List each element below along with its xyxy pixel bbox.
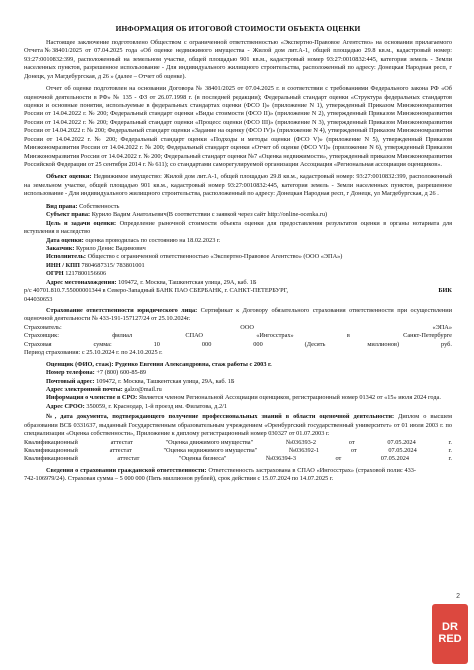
bank-account: [24, 287, 288, 295]
bank-rs-label: р/с: [24, 287, 32, 295]
insured-value-1: ООО: [240, 323, 254, 331]
q3-date: 07.05.2024: [380, 455, 410, 463]
object-text: Недвижимое имущество: Жилой дом лит.А-1, общей площадью 29.8 кв.м., кадастровый номер: 93:27:0010832:399, расположенный на земельном участке, общей площадью 901 кв.м., кадастровый номер 93:27:0010832:445, категория земель - Земли населенных пунктов, разрешенное использование - Для индивидуального жилищного строительства, расположенный по адресу: Донецкая Народная респ, г Донецк, ул Магдебургская, д 26 .: [24, 173, 452, 198]
insurer-word-5: Санкт-Петербурге: [403, 332, 452, 340]
insurer-word-3: «Ингосстрах»: [256, 332, 294, 340]
insurer-word-4: в: [346, 332, 350, 340]
q3-label: Квалификационный: [24, 455, 78, 463]
customer-line: [24, 245, 452, 253]
intro-paragraph: Настоящее заключение подготовлено Обществом с ограниченной ответственностью «Экспертно-Правовое Агентство» на основании прилагаемого Отчета№38401/2025 от 07.04.2025 года «Об оценке недвижимого имущества - Жилой дом лит.А-1, общей площадью 29.8 кв.м., кадастровый номер: 93:27:0010832:399, расположенный на земельном участке, общей площадью 901 кв.м., кадастровый номер 93:27:0010832:445, категория земель - Земли населенных пунктов, разрешенное использование - Для индивидуального жилищного строительства, расположенный по адресу: Донецкая Народная респ, г Донецк, ул Магдебургская, д 26 » (далее – Отчет об оценке).: [24, 38, 452, 80]
appraiser-line: [24, 361, 452, 369]
insurance-legal-paragraph: [24, 307, 452, 324]
ogrn-line: [24, 270, 452, 278]
right-label: Вид права:: [46, 202, 78, 210]
customer-value: Курило Денис Вадимович: [76, 244, 146, 252]
purpose-line: [24, 220, 452, 237]
q1-date: 07.05.2024: [387, 438, 416, 446]
page-number: 2: [456, 593, 460, 600]
qualification-2: [24, 447, 452, 455]
q1-from: от: [348, 438, 355, 446]
phone-label: Номер телефона:: [46, 369, 95, 377]
watermark-line-2: RED: [438, 633, 462, 645]
q2-mid: аттестат: [109, 447, 132, 455]
sum-word-6: (Десять: [304, 340, 326, 348]
address-label: Адрес местонахождения:: [46, 278, 117, 286]
q2-label: Квалификационный: [24, 447, 78, 455]
purpose-label: Цель и задачи оценки:: [46, 219, 117, 227]
q1-num: №036393-2: [285, 438, 317, 446]
q2-name: "Оценка недвижимого имущества": [163, 447, 258, 455]
q3-from: от: [335, 455, 342, 463]
insurance-period: Период страхования: с 25.10.2024 г. по 24.10.2025 г.: [24, 349, 163, 357]
email-line: [24, 386, 452, 394]
ogrn-label: ОГРН: [46, 270, 64, 278]
post-value: 109472, г. Москва, Ташкентская улица, 29А, каб. 1Б: [96, 377, 235, 385]
sro-addr-label: Адрес СРОО:: [46, 402, 85, 410]
executor-line: [24, 253, 452, 261]
appraiser-value: Руденко Евгения Александровна, стаж работы с 2003 г.: [115, 360, 272, 368]
inn-value: 7804687315/ 783801001: [81, 261, 145, 269]
insured-label: Страхователь:: [24, 323, 62, 331]
sum-word-5: 000: [253, 340, 263, 348]
standards-paragraph: Отчет об оценке подготовлен на основании Договора № 38401/2025 от 07.04.2025 г. в соответствии с требованиями Федерального закона РФ «Об оценочной деятельности в РФ» № 135 - ФЗ от 26.07.1998 г. (в последней редакции); Федеральный стандарт оценки «Структура федеральных стандартов оценки и основные понятия, используемые в федеральных стандартах оценки (ФСО I)» (приложение N 1), утвержденный Приказом Минэкономразвития России от 14.04.2022 г. № 200; Федеральный стандарт оценки «Виды стоимости (ФСО II)» (приложение N 2), утвержденный Приказом Минэкономразвития России от 14.04.2022 г. № 200; Федеральный стандарт оценки «Процесс оценки (ФСО III)» (приложение N 3), утвержденный Приказом Минэкономразвития России от 14.04.2022 г. № 200; Федеральный стандарт оценки «Задание на оценку (ФСО IV)» (приложение N 4), утвержденный Приказом Минэкономразвития России от 14.04.2022 г. № 200; Федеральный стандарт оценки «Подходы и методы оценки (ФСО V)» (приложение N 5), утвержденный Приказом Минэкономразвития России от 14.04.2022 г. № 200; Федеральный стандарт оценки «Отчет об оценке (ФСО VI)» (приложение N 6), утвержденный Приказом Минэкономразвития России от 14.04.2022 г. № 200; Федеральный стандарт оценки №7 «Оценка недвижимости», утвержденный приказом Минэкономразвития Российской Федерации от 25 сентября 2014 г. № 611); со стандартами саморегулируемой организации Ассоциация «Региональная ассоциация оценщиков».: [24, 85, 452, 169]
watermark-line-1: DR: [442, 621, 458, 634]
bank-bik: [438, 287, 452, 295]
q1-name: "Оценка движимого имущества": [165, 438, 254, 446]
right-value: Собственность: [79, 202, 120, 210]
inn-label: ИНН / КПП: [46, 261, 80, 269]
bank-rs-value: 40701.810.7.55000001344 в Северо-Западный БАНК ПАО СБЕРБАНК, г. САНКТ-ПЕТЕРБУРГ,: [33, 287, 289, 295]
q2-from: от: [350, 447, 357, 455]
insurance-civil-text: Ответственность застрахована в СПАО «Ингосстрах» (страховой полис 433-742-106979/24). Страховая сумма – 5 000 000 (Пять миллионов рублей), срок действия с 15.07.2024 по 14.07.2025 г.: [24, 466, 416, 483]
watermark-logo: [432, 604, 468, 664]
qualification-3: [24, 455, 452, 463]
bank-bik-label: БИК: [438, 287, 452, 295]
insurer-word-2: СПАО: [185, 332, 203, 340]
education-paragraph: [24, 413, 452, 438]
q3-num: №036394-3: [265, 455, 297, 463]
bank-line: [24, 287, 452, 295]
q1-mid: аттестат: [110, 438, 133, 446]
subject-label: Субъект права:: [46, 211, 91, 219]
insurance-legal-label: Страхование ответственности юридического лица:: [46, 307, 198, 315]
object-paragraph: [24, 173, 452, 198]
sum-word-4: 000: [201, 340, 212, 348]
email-value: galzo@mail.ru: [124, 385, 162, 393]
subject-value: Курило Вадим Анатольевич(В соответствии с заявкой через сайт http://online-ocenka.ru): [91, 211, 328, 219]
ogrn-value: 1217800156606: [65, 270, 107, 278]
right-line: [24, 203, 452, 211]
education-label: №, дата документа, подтверждающего получение профессиональных знаний в области оценочной деятельности:: [46, 413, 395, 421]
sum-word-8: руб.: [441, 340, 452, 348]
sum-word-2: сумма:: [93, 340, 112, 348]
sum-line: [24, 341, 452, 349]
phone-value: +7 (800) 600-85-89: [96, 369, 147, 377]
q3-y: г.: [448, 455, 452, 463]
date-label: Дата оценки:: [46, 236, 84, 244]
inn-line: [24, 262, 452, 270]
sum-word-7: миллионов): [367, 340, 400, 348]
post-label: Почтовый адрес:: [46, 377, 95, 385]
insurance-civil-label: Сведения о страховании гражданской ответственности:: [46, 466, 207, 474]
executor-label: Исполнитель:: [46, 253, 87, 261]
sum-word-1: Страховая: [24, 340, 52, 348]
insurance-legal-text: Сертификат к Договору обязательного страхования ответственности при осуществлении оценочной деятельности № 433-191-157127/24 от 25.10.2024г.: [24, 307, 452, 323]
subject-line: [24, 211, 452, 219]
sro-addr-value: 350059, г. Краснодар, 1-й проезд им. Филатова, д.2/1: [86, 402, 227, 410]
q3-mid: аттестат: [117, 455, 140, 463]
address-line: [24, 279, 452, 287]
post-line: [24, 378, 452, 386]
purpose-value: Определение рыночной стоимости объекта оценки для предоставления результатов оценки в органы нотариата для вступления в наследство: [24, 219, 452, 236]
q1-label: Квалификационный: [24, 438, 78, 446]
address-value: 109472, г. Москва, Ташкентская улица, 29А, каб. 1Б: [118, 278, 257, 286]
bank-bik-value: 044030653: [24, 295, 53, 303]
object-label: Объект оценки:: [46, 173, 92, 181]
email-label: Адрес электронной почты:: [46, 385, 123, 393]
customer-label: Заказчик:: [46, 244, 75, 252]
insurer-word-1: филиал: [112, 332, 133, 340]
sro-info-line: [24, 394, 452, 402]
phone-line: [24, 369, 452, 377]
q1-y: г.: [448, 438, 452, 446]
date-value: оценка проводилась по состоянию на 18.02.2023 г.: [85, 236, 221, 244]
q2-date: 07.05.2024: [388, 447, 417, 455]
qualification-1: [24, 439, 452, 447]
sum-word-3: 10: [153, 340, 160, 348]
document-title: ИНФОРМАЦИЯ ОБ ИТОГОВОЙ СТОИМОСТИ ОБЪЕКТА ОЦЕНКИ: [115, 24, 361, 33]
executor-value: Общество с ограниченной ответственностью «Экспертно-Правовое Агентство» (ООО «ЭПА»): [87, 253, 343, 261]
date-line: [24, 237, 452, 245]
insurer-line: [24, 332, 452, 340]
q2-y: г.: [448, 447, 452, 455]
sro-info-value: Является членом Региональной Ассоциации оценщиков, регистрационный номер 01342 от «15» июля 2024 года.: [138, 394, 441, 402]
insurance-civil-paragraph: [24, 467, 452, 484]
insured-line: [24, 324, 452, 332]
education-text: Диплом о высшем образовании ВСБ 0331637, выданный Государственным образовательным учреждением «Оренбургский государственный университет» от 01 июля 2003 г. по специализации «Оценка собственности», Приложение к диплому регистрационный номер 030327 от 01.07.2003 г.: [24, 413, 452, 438]
q2-num: №036392-1: [288, 447, 320, 455]
q3-name: "Оценка бизнеса": [178, 455, 227, 463]
insured-value-2: «ЭПА»: [432, 323, 452, 331]
sro-addr-line: [24, 403, 452, 411]
insurer-label: Страховщик:: [24, 332, 59, 340]
appraiser-label: Оценщик (ФИО, стаж):: [46, 360, 114, 368]
sro-info-label: Информация о членстве в СРО:: [46, 394, 138, 402]
